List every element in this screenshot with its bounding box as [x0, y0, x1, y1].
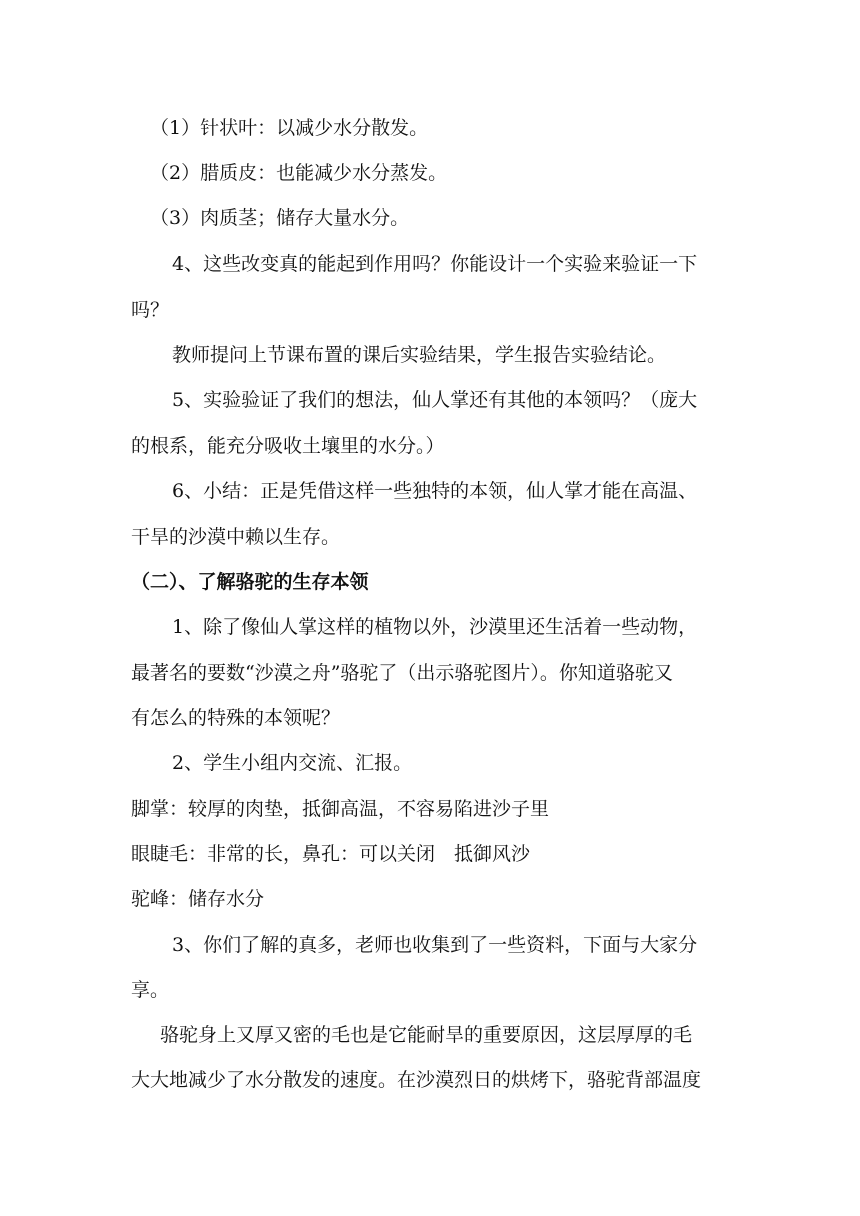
text-line-4: 4、这些改变真的能起到作用吗？你能设计一个实验来验证一下 [172, 253, 698, 275]
text-line-18: 驼峰：储存水分 [131, 888, 265, 910]
text-line-19: 3、你们了解的真多，老师也收集到了一些资料，下面与大家分 [172, 934, 698, 956]
text-line-12: 1、除了像仙人掌这样的植物以外，沙漠里还生活着一些动物， [172, 616, 698, 638]
text-line-13: 最著名的要数“沙漠之舟”骆驼了（出示骆驼图片）。你知道骆驼又 [131, 662, 673, 684]
text-line-3: （3）肉质茎；储存大量水分。 [150, 207, 410, 229]
text-line-2: （2）腊质皮：也能减少水分蒸发。 [150, 162, 448, 184]
text-line-5: 吗？ [131, 299, 170, 321]
text-line-15: 2、学生小组内交流、汇报。 [172, 752, 413, 774]
text-line-9: 6、小结：正是凭借这样一些独特的本领，仙人掌才能在高温、 [172, 480, 698, 502]
text-line-1: （1）针状叶：以减少水分散发。 [150, 117, 429, 139]
text-line-6: 教师提问上节课布置的课后实验结果，学生报告实验结论。 [172, 344, 667, 366]
text-line-16: 脚掌：较厚的肉垫，抵御高温，不容易陷进沙子里 [131, 798, 550, 820]
text-line-17: 眼睫毛：非常的长，鼻孔：可以关闭 抵御风沙 [131, 843, 531, 865]
text-line-10: 干旱的沙漠中赖以生存。 [131, 526, 341, 548]
text-line-14: 有怎么的特殊的本领呢？ [131, 707, 341, 729]
text-line-22: 大大地减少了水分散发的速度。在沙漠烈日的烘烤下，骆驼背部温度 [131, 1069, 702, 1091]
text-line-21: 骆驼身上又厚又密的毛也是它能耐旱的重要原因，这层厚厚的毛 [160, 1024, 693, 1046]
section-heading: （二）、了解骆驼的生存本领 [131, 571, 369, 593]
text-line-8: 的根系，能充分吸收土壤里的水分。） [131, 435, 445, 457]
text-line-7: 5、实验验证了我们的想法，仙人掌还有其他的本领吗？（庞大 [172, 389, 698, 411]
text-line-20: 享。 [131, 979, 170, 1001]
